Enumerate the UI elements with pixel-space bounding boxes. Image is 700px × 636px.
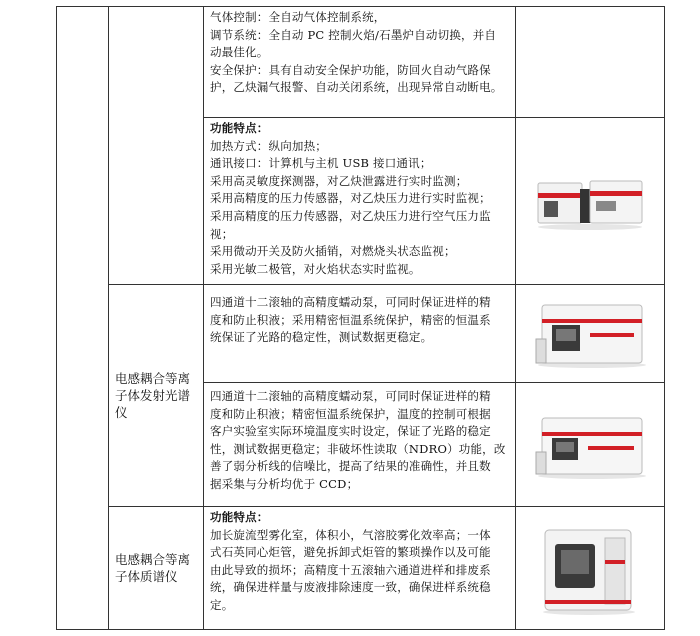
icp-oes-instrument-image (530, 299, 650, 369)
category-cell (109, 7, 204, 285)
category-cell: 电感耦合等离子体发射光谱仪 (109, 285, 204, 507)
index-column (57, 7, 109, 630)
table-row (57, 507, 665, 630)
description-cell: 四通道十二滚轴的高精度蠕动泵，可同时保证进样的精 度和防止积液；精密恒温系统保护，温度的控制可根据 客户实验室实际环境温度实时设定，保证了光路的稳定 性，测试数据更稳定；非破坏性读取（NDRO）功能，改 善了弱分析线的信噪比，提高了结果的准确性，并且数 据采集与分析均优于 CCD； (204, 383, 516, 507)
features-heading: 功能特点： (210, 510, 269, 524)
description-cell: 功能特点： 加热方式：纵向加热； 通讯接口：计算机与主机 USB 接口通讯； 采用高灵敏度探测器，对乙炔泄露进行实时监测； 采用高精度的压力传感器，对乙炔压力进行实时监视； 采用高精度的压力传感器，对乙炔压力进行空气压力监 视； 采用微动开关及防火插销，对燃烧头状态监视； 采用光敏二极管，对火焰状态实时监视。 (204, 118, 516, 285)
image-cell (516, 285, 665, 383)
icp-oes-instrument-image-2 (530, 410, 650, 480)
icp-ms-instrument-image (535, 520, 645, 616)
table-row (57, 7, 665, 118)
category-cell: 电感耦合等离子体质谱仪 (109, 507, 204, 630)
aas-instrument-image (534, 171, 646, 231)
spec-table (56, 6, 665, 630)
image-cell (516, 118, 665, 285)
image-cell (516, 507, 665, 630)
table-row (57, 285, 665, 383)
image-cell (516, 7, 665, 118)
image-cell (516, 383, 665, 507)
description-cell: 功能特点： 加长旋流型雾化室，体积小，气溶胶雾化效率高；一体 式石英同心炬管，避免拆卸式炬管的繁琐操作以及可能 由此导致的损坏；高精度十五滚轴六通道进样和排废系 统，确保进样量与废液排除速度一致，确保进样系统稳 定。 (204, 507, 516, 630)
features-heading: 功能特点： (210, 121, 269, 135)
description-cell: 气体控制：全自动气体控制系统， 调节系统：全自动 PC 控制火焰/石墨炉自动切换，并自 动最佳化。 安全保护：具有自动安全保护功能，防回火自动气路保 护，乙炔漏气报警、自动关闭系统，出现异常自动断电。 (204, 7, 516, 118)
description-cell: 四通道十二滚轴的高精度蠕动泵，可同时保证进样的精 度和防止积液；采用精密恒温系统保护，精密的恒温系 统保证了光路的稳定性，测试数据更稳定。 (204, 285, 516, 383)
